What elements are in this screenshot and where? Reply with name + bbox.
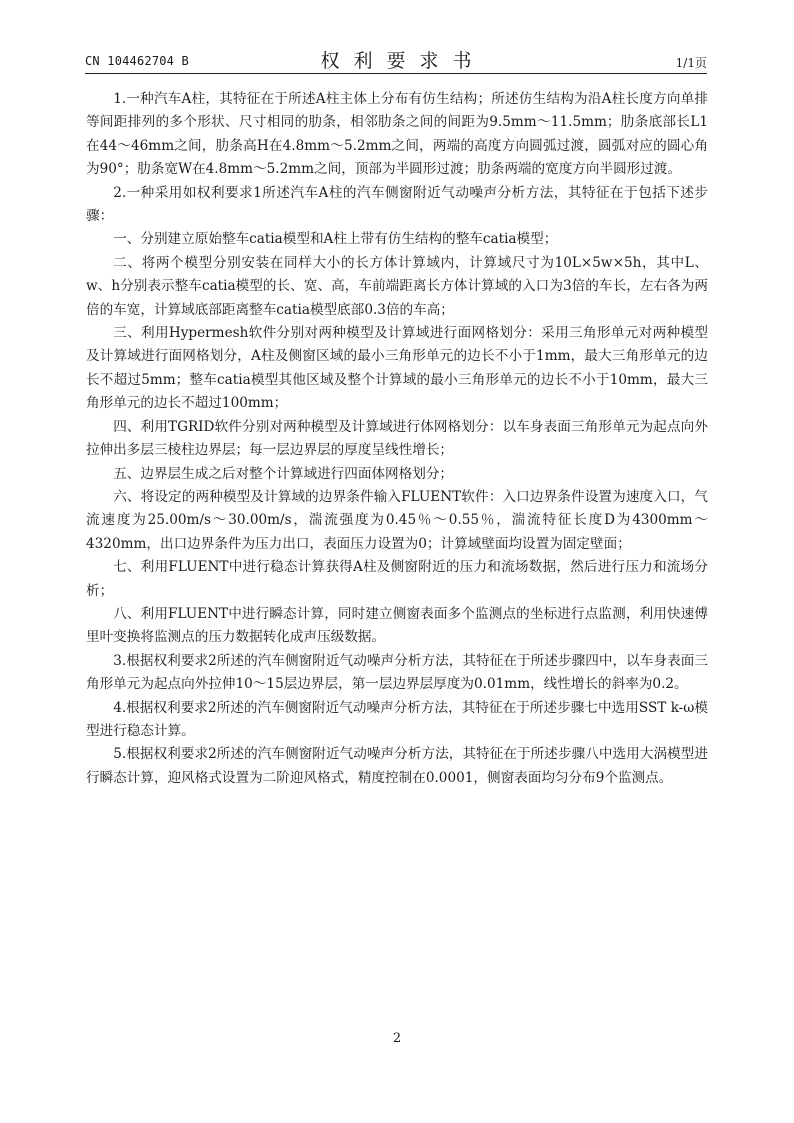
claim-2: 2.一种采用如权利要求1所述汽车A柱的汽车侧窗附近气动噪声分析方法，其特征在于包括下述步骤：	[86, 184, 708, 225]
patent-number: CN 104462704 B	[85, 54, 189, 68]
claim-2-step-6: 六、将设定的两种模型及计算域的边界条件输入FLUENT软件：入口边界条件设置为速度入口，气流速度为25.00m/s～30.00m/s，湍流强度为0.45％～0.55％，湍流特征长度D为4300mm～4320mm，出口边界条件为压力出口，表面压力设置为0；计算域壁面均设置为固定壁面；	[86, 488, 708, 552]
claim-4: 4.根据权利要求2所述的汽车侧窗附近气动噪声分析方法，其特征在于所述步骤七中选用SST k-ω模型进行稳态计算。	[86, 699, 708, 739]
document-title: 权利要求书	[320, 50, 486, 72]
claim-2-step-3: 三、利用Hypermesh软件分别对两种模型及计算域进行面网格划分：采用三角形单元对两种模型及计算域进行面网格划分，A柱及侧窗区域的最小三角形单元的边长不小于1mm，最大三角形单元的边长不超过5mm；整车catia模型其他区域及整个计算域的最小三角形单元的边长不小于10mm，最大三角形单元的边长不超过100mm；	[86, 325, 708, 412]
claim-2-step-4: 四、利用TGRID软件分别对两种模型及计算域进行体网格划分：以车身表面三角形单元为起点向外拉伸出多层三棱柱边界层；每一层边界层的厚度呈线性增长；	[86, 418, 708, 459]
header-divider	[85, 73, 707, 74]
claim-2-step-2: 二、将两个模型分别安装在同样大小的长方体计算域内，计算域尺寸为10L×5w×5h，其中L、w、h分别表示整车catia模型的长、宽、高，车前端距离长方体计算域的入口为3倍的车长，左右各为两倍的车宽，计算域底部距离整车catia模型底部0.3倍的车高；	[86, 254, 708, 318]
claims-body	[86, 88, 708, 790]
page-header	[85, 46, 707, 72]
claim-2-step-7: 七、利用FLUENT中进行稳态计算获得A柱及侧窗附近的压力和流场数据，然后进行压力和流场分析；	[86, 559, 708, 599]
claim-2-step-5: 五、边界层生成之后对整个计算域进行四面体网格划分；	[113, 465, 454, 482]
claim-5: 5.根据权利要求2所述的汽车侧窗附近气动噪声分析方法，其特征在于所述步骤八中选用大涡模型进行瞬态计算，迎风格式设置为二阶迎风格式，精度控制在0.0001，侧窗表面均匀分布9个监测点。	[86, 746, 708, 786]
page-indicator: 1/1页	[675, 56, 707, 70]
claim-1: 1.一种汽车A柱，其特征在于所述A柱主体上分布有仿生结构；所述仿生结构为沿A柱长度方向单排等间距排列的多个形状、尺寸相同的肋条，相邻肋条之间的间距为9.5mm～11.5mm；肋条底部长L1在44～46mm之间，肋条高H在4.8mm～5.2mm之间，两端的高度方向圆弧过渡，圆弧对应的圆心角为90°；肋条宽W在4.8mm～5.2mm之间，顶部为半圆形过渡；肋条两端的宽度方向半圆形过渡。	[86, 91, 708, 178]
claim-2-step-1: 一、分别建立原始整车catia模型和A柱上带有仿生结构的整车catia模型；	[113, 231, 558, 248]
claim-3: 3.根据权利要求2所述的汽车侧窗附近气动噪声分析方法，其特征在于所述步骤四中，以车身表面三角形单元为起点向外拉伸10～15层边界层，第一层边界层厚度为0.01mm，线性增长的斜率为0.2。	[86, 652, 708, 693]
claim-2-step-8: 八、利用FLUENT中进行瞬态计算，同时建立侧窗表面多个监测点的坐标进行点监测，利用快速傅里叶变换将监测点的压力数据转化成声压级数据。	[86, 605, 708, 646]
page-number: 2	[392, 1031, 402, 1046]
